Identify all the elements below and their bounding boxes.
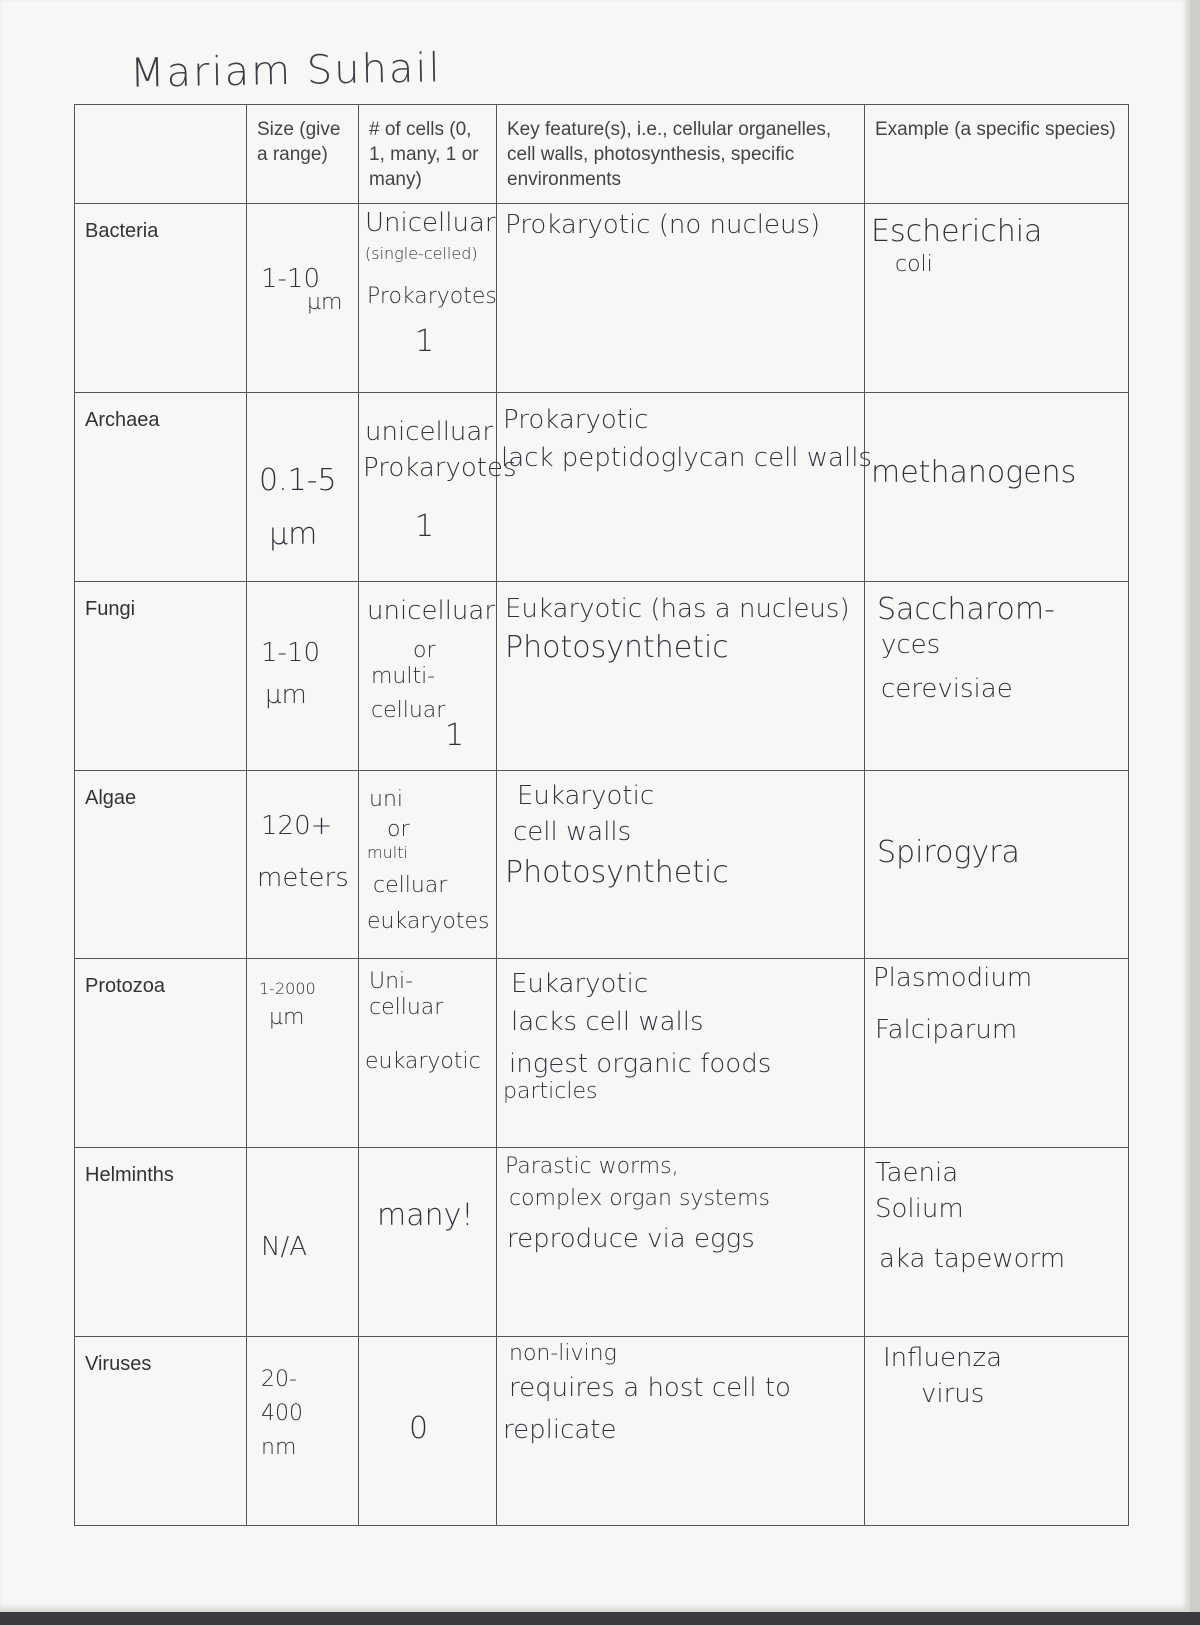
handwritten-text: complex organ systems — [509, 1186, 770, 1212]
handwritten-text: uni — [369, 786, 403, 812]
handwritten-text: Falciparum — [875, 1015, 1018, 1046]
handwritten-text: Photosynthetic — [505, 629, 729, 665]
features-cell — [497, 959, 865, 1148]
handwritten-text: non-living — [509, 1341, 617, 1367]
handwritten-text: requires a host cell to — [509, 1373, 791, 1404]
handwritten-text: Eukaryotic (has a nucleus) — [505, 593, 850, 624]
handwritten-text: 1-10 — [261, 637, 321, 668]
handwritten-text: Uni- — [369, 969, 414, 995]
handwritten-text: virus — [921, 1379, 985, 1410]
handwritten-text: Influenza — [883, 1343, 1003, 1374]
handwritten-text: unicelluar — [367, 595, 496, 626]
features-cell — [497, 1148, 865, 1337]
handwritten-text: 1 — [445, 717, 465, 753]
handwritten-text: particles — [503, 1079, 598, 1105]
size-cell — [247, 204, 359, 393]
handwritten-text: nm — [261, 1435, 297, 1461]
cells-cell — [359, 392, 517, 581]
cells-cell — [359, 959, 497, 1148]
example-cell — [865, 770, 1129, 959]
organism-label: Fungi — [75, 581, 247, 770]
handwritten-text: 1 — [415, 324, 435, 360]
cells-cell — [359, 1337, 497, 1526]
handwritten-text: many! — [377, 1198, 474, 1234]
handwritten-text: 0 — [409, 1411, 429, 1447]
handwritten-text: N/A — [261, 1232, 307, 1263]
handwritten-text: Solium — [875, 1194, 964, 1225]
handwritten-text: yces — [881, 629, 941, 660]
handwritten-text: 1 — [415, 508, 435, 544]
handwritten-text: cell walls — [513, 816, 632, 847]
handwritten-text: lack peptidoglycan cell walls — [501, 442, 872, 473]
student-name: Mariam Suhail — [129, 45, 442, 97]
handwritten-text: 1-10 — [261, 264, 321, 295]
handwritten-text: Parastic worms, — [505, 1154, 679, 1180]
features-cell — [497, 770, 865, 959]
handwritten-text: eukaryotes — [367, 908, 490, 934]
features-cell — [497, 581, 865, 770]
handwritten-text: 1-2000 — [259, 979, 316, 999]
handwritten-text: 400 — [261, 1401, 303, 1427]
handwritten-text: multi — [367, 842, 408, 862]
size-cell — [247, 959, 359, 1148]
table-row — [75, 959, 1129, 1148]
handwritten-text: celluar — [369, 995, 444, 1021]
handwritten-text: meters — [257, 862, 349, 893]
header-features: Key feature(s), i.e., cellular organelles, cell walls, photosynthesis, specific environments — [497, 105, 865, 204]
handwritten-text: (single-celled) — [365, 244, 478, 264]
handwritten-text: celluar — [373, 872, 448, 898]
handwritten-text: ingest organic foods — [509, 1049, 772, 1080]
features-cell — [497, 392, 872, 581]
size-cell — [247, 1337, 359, 1526]
handwritten-text: Unicelluar — [365, 208, 496, 239]
example-cell — [865, 392, 1129, 581]
organism-label: Helminths — [75, 1148, 247, 1337]
example-cell — [865, 1337, 1129, 1526]
handwritten-text: replicate — [503, 1415, 617, 1446]
handwritten-text: methanogens — [871, 454, 1077, 490]
handwritten-text: celluar — [371, 697, 446, 723]
handwritten-text: µm — [307, 290, 343, 316]
handwritten-text: 20- — [261, 1367, 297, 1393]
handwritten-text: multi- — [371, 663, 436, 689]
example-cell — [865, 1148, 1129, 1337]
handwritten-text: unicelluar — [365, 416, 494, 447]
handwritten-text: cerevisiae — [881, 673, 1013, 704]
handwritten-text: µm — [265, 679, 307, 710]
handwritten-text: or — [413, 637, 436, 663]
handwritten-text: Prokaryotes — [367, 284, 497, 310]
header-example: Example (a specific species) — [865, 105, 1129, 204]
handwritten-text: Taenia — [875, 1158, 959, 1189]
size-cell — [247, 770, 359, 959]
handwritten-text: Saccharom- — [877, 591, 1055, 627]
cells-cell — [359, 204, 497, 393]
table-row — [75, 392, 1129, 581]
header-size: Size (give a range) — [247, 105, 359, 204]
size-cell — [247, 1148, 359, 1337]
handwritten-text: or — [387, 816, 410, 842]
handwritten-text: 120+ — [261, 810, 333, 841]
handwritten-text: eukaryotic — [365, 1049, 481, 1075]
organism-label: Algae — [75, 770, 247, 959]
organism-label: Protozoa — [75, 959, 247, 1148]
handwritten-text: Prokaryotic — [503, 404, 649, 435]
organism-label: Viruses — [75, 1337, 247, 1526]
handwritten-text: Eukaryotic — [511, 969, 649, 1000]
microorganism-table — [74, 104, 1129, 1526]
table-row — [75, 770, 1129, 959]
handwritten-text: reproduce via eggs — [507, 1224, 755, 1255]
handwritten-text: lacks cell walls — [511, 1007, 704, 1038]
header-cells: # of cells (0, 1, many, 1 or many) — [359, 105, 497, 204]
features-cell — [497, 1337, 865, 1526]
handwritten-text: Photosynthetic — [505, 854, 729, 890]
table-row — [75, 1337, 1129, 1526]
handwritten-text: Prokaryotic (no nucleus) — [505, 210, 821, 241]
handwritten-text: Prokaryotes — [363, 452, 517, 483]
size-cell — [247, 581, 359, 770]
features-cell — [497, 204, 865, 393]
handwritten-text: Plasmodium — [873, 963, 1033, 994]
handwritten-text: Escherichia — [871, 214, 1043, 250]
table-row — [75, 581, 1129, 770]
size-cell — [247, 392, 359, 581]
handwritten-text: µm — [269, 516, 318, 552]
table-row — [75, 204, 1129, 393]
organism-label: Archaea — [75, 392, 247, 581]
desk-surface — [0, 1612, 1200, 1625]
example-cell — [865, 204, 1129, 393]
header-row — [75, 105, 1129, 204]
cells-cell — [359, 581, 497, 770]
paper-edge — [1190, 0, 1200, 1625]
example-cell — [865, 581, 1129, 770]
cells-cell — [359, 770, 497, 959]
handwritten-text: 0.1-5 — [259, 462, 337, 498]
organism-label: Bacteria — [75, 204, 247, 393]
table-row — [75, 1148, 1129, 1337]
header-corner — [75, 105, 247, 204]
cells-cell — [359, 1148, 497, 1337]
handwritten-text: coli — [895, 252, 933, 278]
example-cell — [865, 959, 1129, 1148]
handwritten-text: aka tapeworm — [879, 1244, 1066, 1275]
handwritten-text: µm — [269, 1005, 305, 1031]
handwritten-text: Eukaryotic — [517, 780, 655, 811]
handwritten-text: Spirogyra — [877, 834, 1020, 870]
